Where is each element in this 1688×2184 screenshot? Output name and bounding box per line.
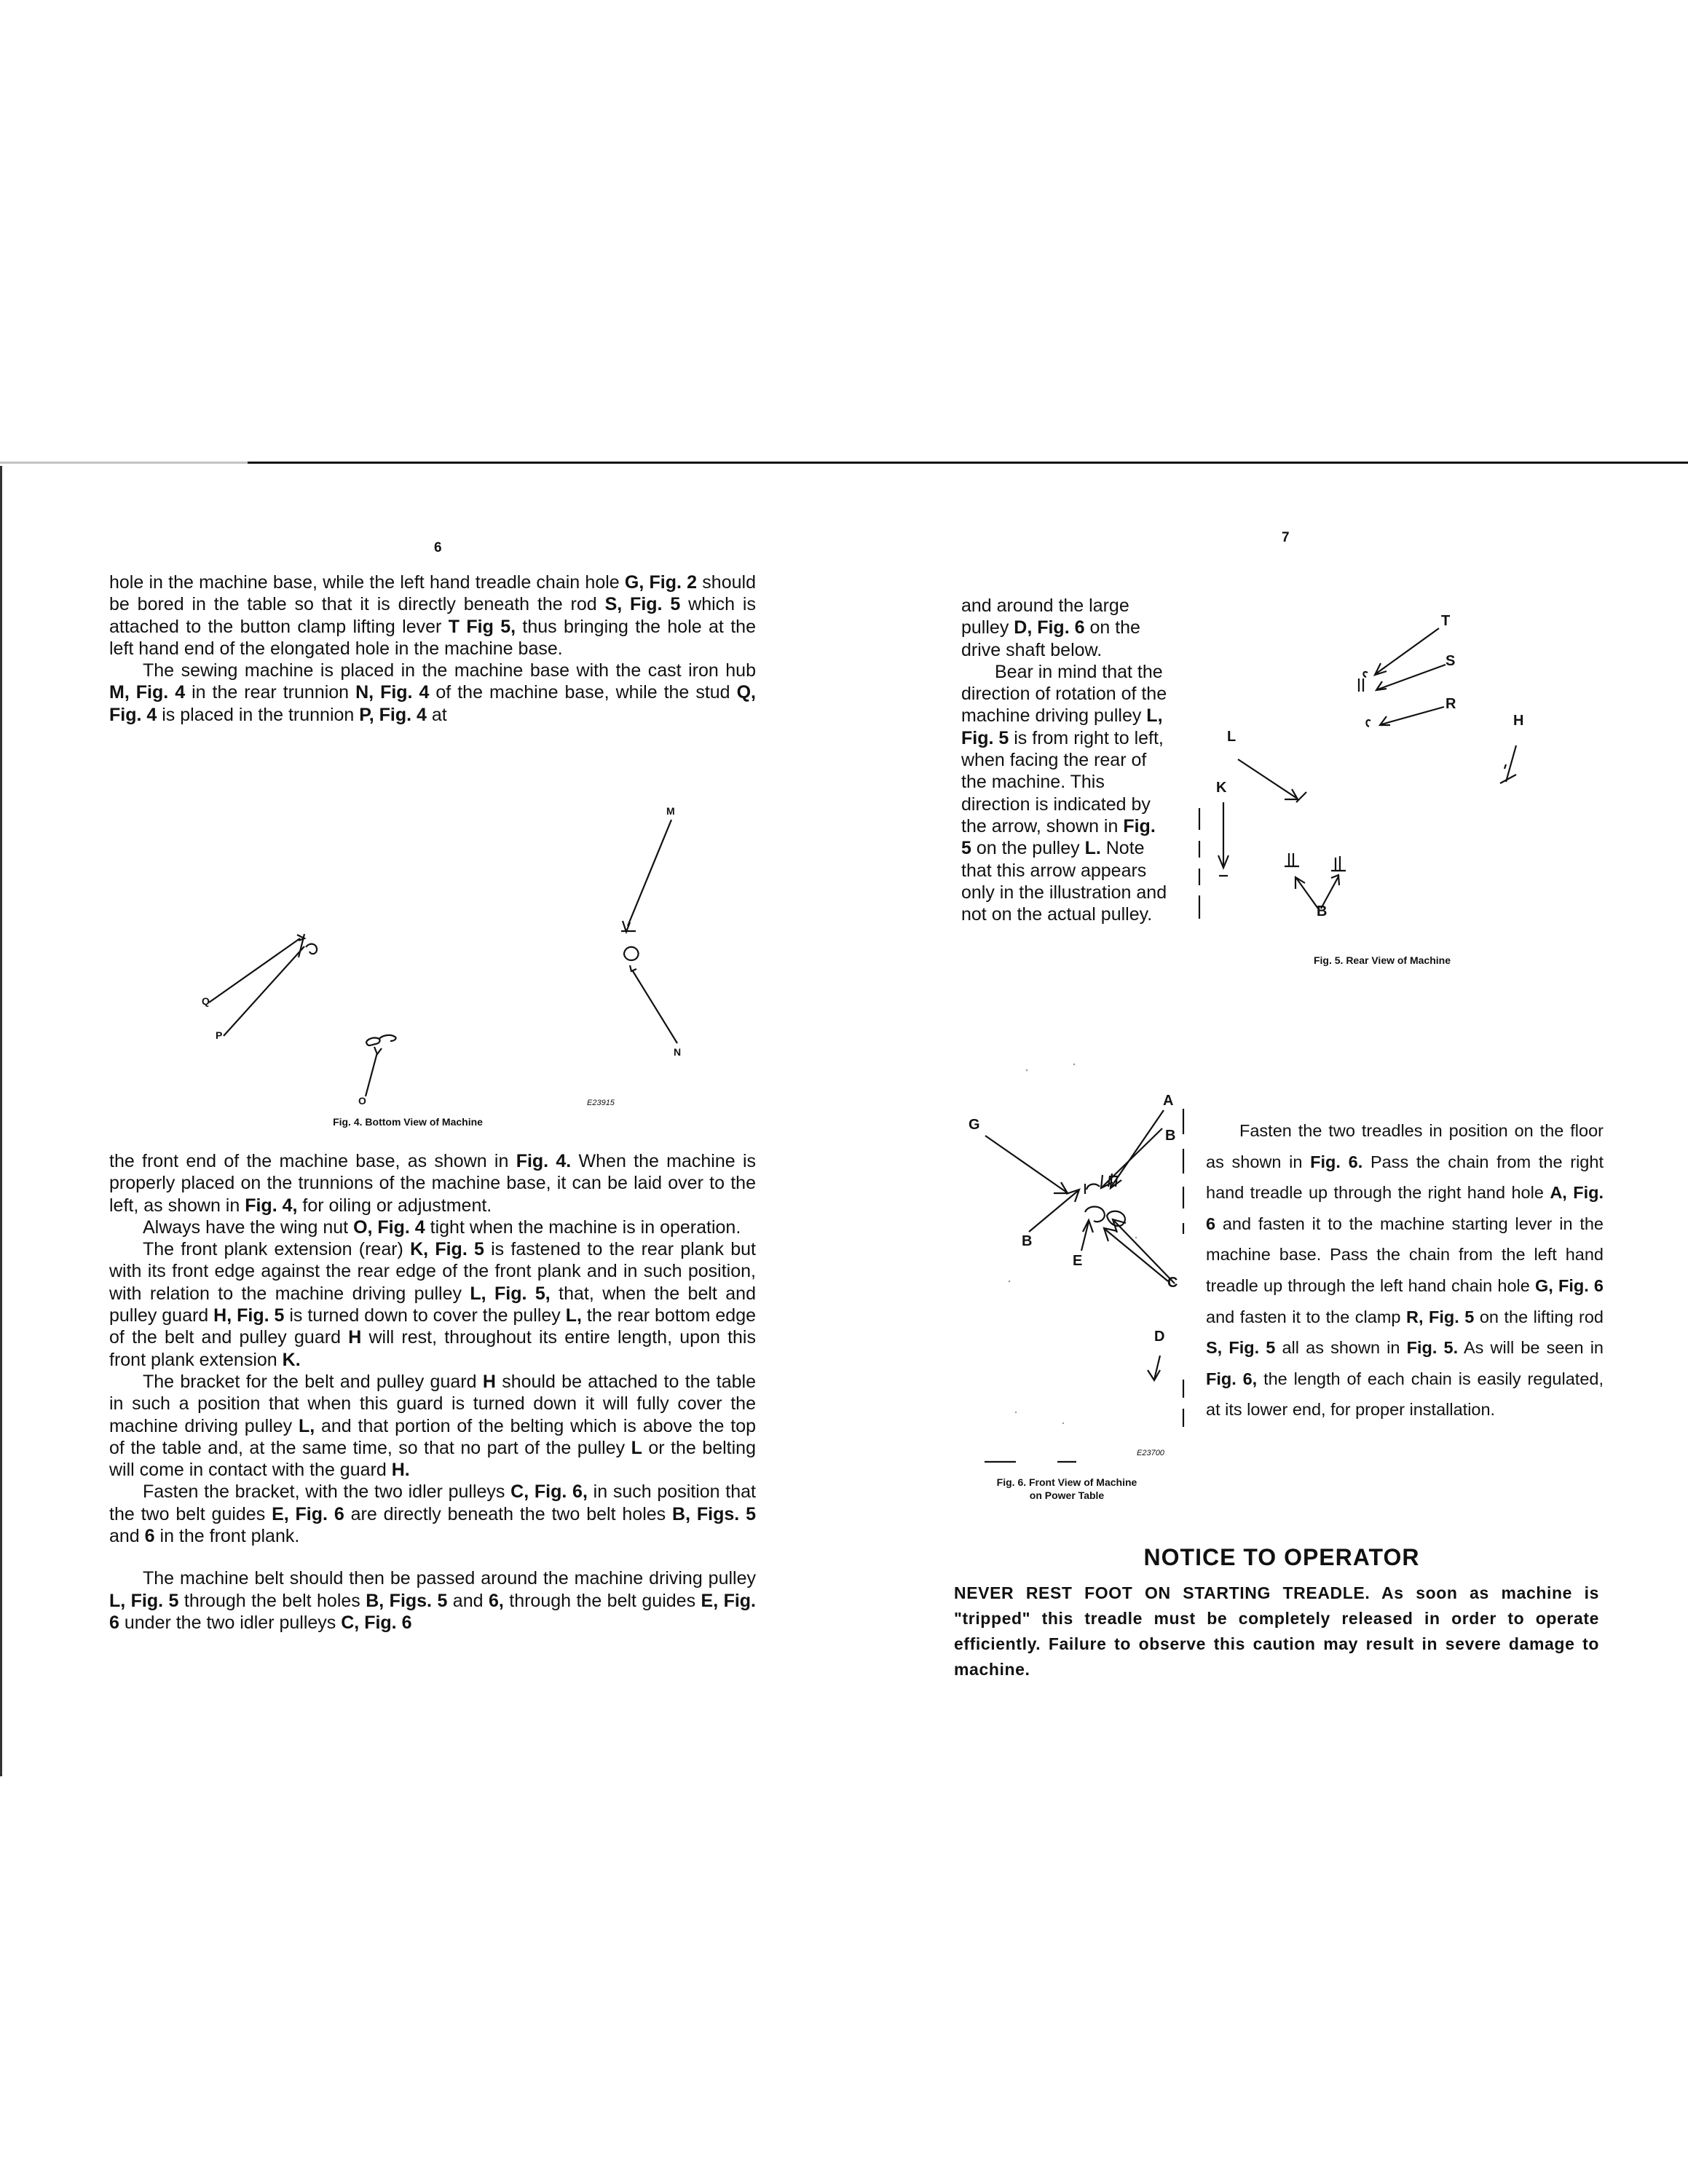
fig6-label-d: D — [1154, 1329, 1165, 1345]
bold-reference: C, Fig. 6 — [341, 1612, 412, 1633]
fig4-label-p: P — [216, 1029, 223, 1041]
bold-reference: G, Fig. 6 — [1534, 1275, 1604, 1295]
bold-reference: L. — [1084, 838, 1101, 859]
bold-reference: Q, Fig. 4 — [109, 682, 756, 725]
paragraph: Fasten the bracket, with the two idler pulleys C, Fig. 6, in such position that the two belt guides E, Fig. 6 are directly beneath the two belt holes B, Figs. 5 and 6 in the front plank. — [109, 1481, 756, 1547]
paragraph: The machine belt should then be passed around the machine driving pulley L, Fig. 5 through the belt holes B, Figs. 5 and 6, through the belt guides E, Fig. 6 under the two idler pulleys C, Fig. 6 — [109, 1568, 757, 1633]
bold-reference: L, — [565, 1305, 582, 1326]
bold-reference: Fig. 5 — [961, 815, 1156, 859]
bold-reference: Fig. 2 — [649, 572, 698, 593]
bold-reference: E, Fig. 6 — [272, 1503, 344, 1524]
bold-reference: Fig 5, — [466, 616, 516, 637]
bold-reference: O, Fig. 4 — [353, 1216, 425, 1238]
bold-reference: T — [448, 616, 460, 637]
fig6-label-b-top: B — [1165, 1128, 1176, 1144]
fig6-code: E23700 — [1137, 1449, 1164, 1457]
fig5-label-h: H — [1513, 713, 1524, 729]
fig4-caption: Fig. 4. Bottom View of Machine — [333, 1116, 483, 1128]
bold-reference: L, Fig. 5, — [470, 1283, 551, 1304]
bold-reference: M, Fig. 4 — [109, 682, 186, 703]
fig4-label-o: O — [358, 1095, 366, 1107]
bold-reference: 6, — [488, 1590, 504, 1611]
notice-title: NOTICE TO OPERATOR — [1143, 1544, 1420, 1570]
bold-reference: L, — [298, 1415, 315, 1436]
bold-reference: B, Figs. 5 — [366, 1590, 448, 1611]
bold-reference: Fig. 6, — [1206, 1369, 1258, 1388]
bold-reference: H, Fig. 5 — [213, 1305, 285, 1326]
fig5-label-b: B — [1317, 903, 1328, 919]
paragraph: Always have the wing nut O, Fig. 4 tight when the machine is in operation. — [143, 1216, 741, 1238]
bold-reference: L, Fig. 5 — [961, 705, 1163, 748]
fig4-label-q: Q — [202, 995, 210, 1007]
bold-reference: S, Fig. 5 — [604, 594, 681, 615]
bold-reference: 6 — [144, 1526, 155, 1547]
bold-reference: C, Fig. 6, — [510, 1481, 588, 1503]
page-number-left: 6 — [434, 540, 442, 555]
fig4-label-m: M — [666, 805, 675, 817]
fig5-label-k: K — [1216, 780, 1227, 796]
bold-reference: P, Fig. 4 — [359, 704, 427, 725]
paragraph: Fasten the two treadles in position on the floor as shown in Fig. 6. Pass the chain from the right hand treadle up through the right hand hole A, Fig. 6 and fasten it to the machine starting lever in the machine base. Pass the chain from the left hand treadle up through the left hand chain hole G, Fig. 6 and fasten it to the clamp R, Fig. 5 on the lifting rod S, Fig. 5 all as shown in Fig. 5. As will be seen in Fig. 6, the length of each chain is easily regulated, at its lower end, for proper installation. — [1206, 1121, 1604, 1420]
bold-reference: G, — [624, 572, 644, 593]
fig6-caption-line: on Power Table — [1029, 1489, 1105, 1501]
bold-reference: K, Fig. 5 — [410, 1239, 484, 1260]
fig5-label-l: L — [1227, 729, 1237, 745]
fig6-label-c: C — [1167, 1275, 1178, 1291]
fig5-caption: Fig. 5. Rear View of Machine — [1313, 954, 1451, 966]
paragraph: The bracket for the belt and pulley guard H should be attached to the table in such a position that when this guard is turned down it will fully cover the machine driving pulley L, and that portion of the belting which is above the top of the table and, at the same time, so that no part of the pulley L or the belting will come in contact with the guard H. — [109, 1371, 757, 1481]
bold-reference: L — [631, 1437, 642, 1458]
bold-reference: Fig. 6. — [1310, 1152, 1363, 1171]
paragraph: Bear in mind that the direction of rotation of the machine driving pulley L, Fig. 5 is from right to left, when facing the rear of the machine. This direction is indicated by the arrow, shown in Fig. 5 on the pulley L. Note that this arrow appears only in the illustration and not on the actual pulley. — [961, 661, 1167, 925]
page-number-right: 7 — [1282, 530, 1290, 545]
bold-reference: K. — [282, 1349, 301, 1370]
bold-reference: D, Fig. 6 — [1014, 617, 1085, 638]
paragraph: hole in the machine base, while the left hand treadle chain hole G, Fig. 2 should be bored in the table so that it is directly beneath the rod S, Fig. 5 which is attached to the button clamp lifting lever T Fig 5, thus bringing the hole at the left hand end of the elongated hole in the machine base. — [109, 572, 756, 659]
bold-reference: H — [482, 1371, 496, 1392]
bold-reference: N, Fig. 4 — [355, 682, 430, 703]
bold-reference: S, Fig. 5 — [1206, 1338, 1276, 1358]
bold-reference: Fig. 4, — [245, 1195, 298, 1216]
fig6-label-g: G — [969, 1117, 980, 1133]
paragraph: The sewing machine is placed in the machine base with the cast iron hub M, Fig. 4 in the rear trunnion N, Fig. 4 of the machine base, while the stud Q, Fig. 4 is placed in the trunnion P, Fig. 4 at — [109, 660, 756, 725]
fig4-code: E23915 — [587, 1099, 615, 1107]
bold-reference: Fig. 4. — [516, 1151, 572, 1171]
bold-reference: E, Fig. 6 — [109, 1590, 757, 1633]
bold-reference: L, Fig. 5 — [109, 1590, 179, 1611]
fig6-label-b-left: B — [1022, 1233, 1033, 1249]
fig4-label-n: N — [674, 1046, 682, 1058]
fig6-label-e: E — [1073, 1253, 1083, 1269]
bold-reference: Fig. 5. — [1406, 1338, 1459, 1358]
fig6-caption-line: Fig. 6. Front View of Machine — [996, 1476, 1137, 1488]
notice-body: NEVER REST FOOT ON STARTING TREADLE. As soon as machine is "tripped" this treadle must be completely released in order to operate efficiently. Failure to observe this caution may result in severe damage to machine. — [954, 1583, 1599, 1679]
bold-reference: H. — [391, 1460, 410, 1481]
paragraph: The front plank extension (rear) K, Fig. 5 is fastened to the rear plank but with its front edge against the rear edge of the front plank and in such position, with relation to the machine driving pulley L, Fig. 5, that, when the belt and pulley guard H, Fig. 5 is turned down to cover the pulley L, the rear bottom edge of the belt and pulley guard H will rest, throughout its entire length, upon this front plank extension K. — [109, 1239, 756, 1370]
fig6-caption — [947, 1476, 1187, 1502]
bold-reference: A, Fig. 6 — [1206, 1183, 1604, 1233]
bold-reference: R, Fig. 5 — [1405, 1307, 1475, 1326]
bold-reference: H — [348, 1327, 362, 1348]
fig5-label-t: T — [1441, 613, 1451, 629]
paragraph: and around the large pulley D, Fig. 6 on the drive shaft below. — [961, 596, 1140, 660]
right-page-fig6-text — [1206, 1115, 1604, 1425]
fig5-label-s: S — [1446, 653, 1456, 669]
fig6-label-a: A — [1163, 1093, 1174, 1109]
paragraph: the front end of the machine base, as shown in Fig. 4. When the machine is properly placed on the trunnions of the machine base, it can be laid over to the left, as shown in Fig. 4, for oiling or adjustment. — [109, 1151, 756, 1216]
bold-reference: B, Figs. 5 — [672, 1503, 756, 1524]
fig5-label-r: R — [1446, 696, 1456, 712]
